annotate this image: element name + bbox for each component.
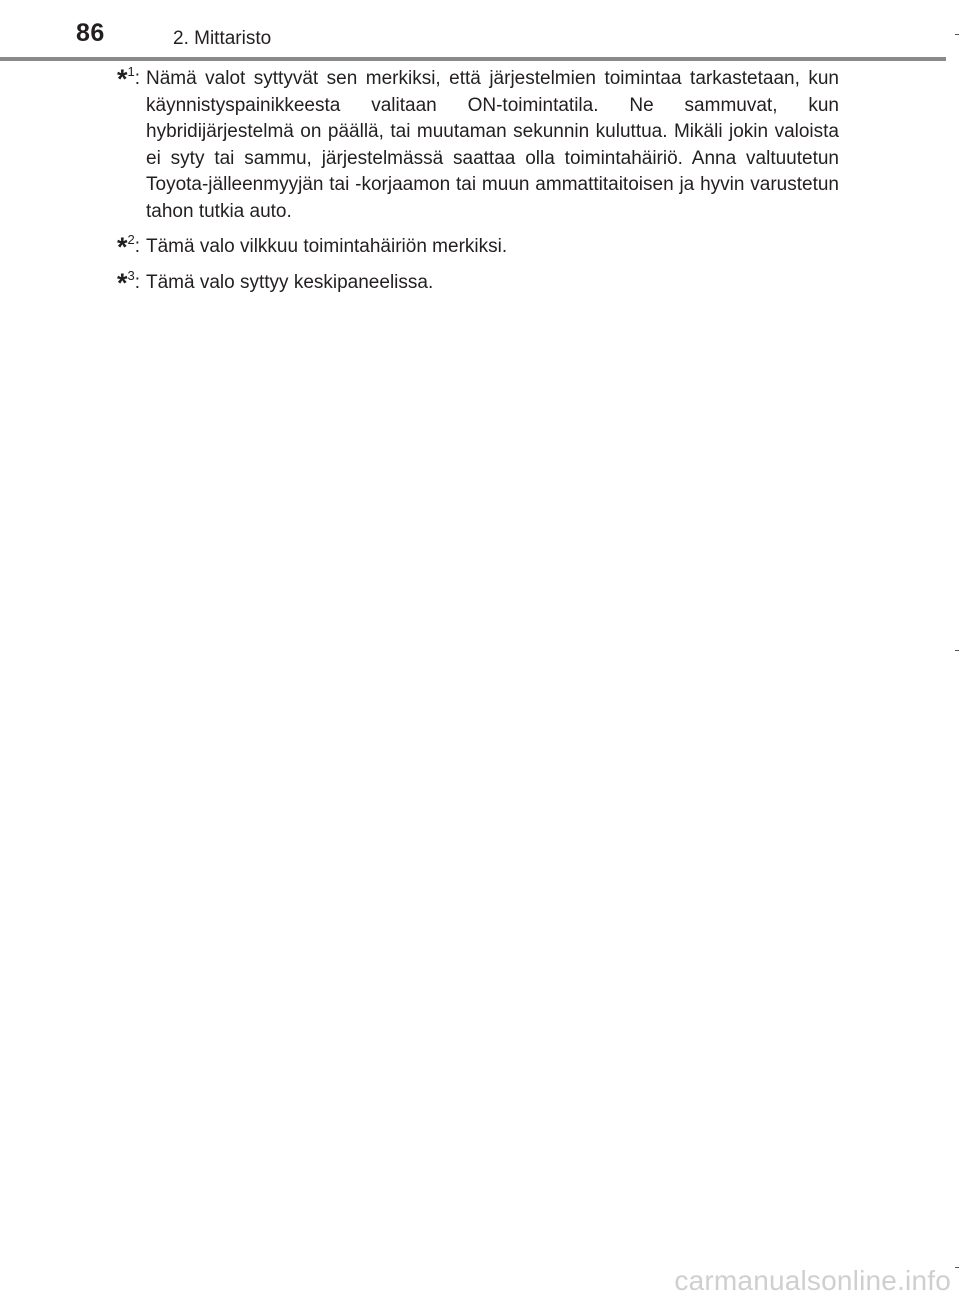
- footnote-colon: :: [134, 236, 141, 257]
- header-divider: [0, 57, 946, 61]
- crop-mark: [955, 650, 959, 651]
- page-number: 86: [76, 19, 105, 47]
- footnote-number: 3: [127, 267, 135, 283]
- watermark-text: carmanualsonline.info: [674, 1265, 951, 1296]
- asterisk-icon: *: [117, 267, 128, 298]
- footnote-colon: :: [134, 271, 141, 293]
- footnote-3: [117, 267, 839, 298]
- crop-mark: [955, 1267, 959, 1268]
- section-title: 2. Mittaristo: [173, 28, 272, 49]
- footnote-colon: :: [134, 68, 141, 89]
- asterisk-icon: *: [117, 64, 128, 94]
- asterisk-icon: *: [117, 232, 128, 262]
- footnote-text: Tämä valo vilkkuu toimintahäiriön merkiksi.: [146, 236, 508, 257]
- footnote-1: [117, 66, 839, 225]
- crop-mark: [955, 34, 959, 35]
- footnote-marker: [117, 66, 147, 94]
- page-header: [0, 0, 960, 62]
- footnote-number: 1: [127, 64, 135, 79]
- footnote-marker: [117, 267, 147, 298]
- footnote-list: [117, 66, 839, 305]
- footnote-text: Nämä valot syttyvät sen merkiksi, että järjestelmien toimintaa tarkastetaan, kun käynnistyspainikkeesta valitaan ON-toimintatila. Ne sammuvat, kun hybridijärjestelmä on päällä, tai muutaman sekunnin kuluttua. Mikäli jokin valoista ei syty tai sammu, järjestelmässä saattaa olla toimintahäiriö. Anna valtuutetun Toyota-jälleenmyyjän tai -korjaamon tai muun ammattitaitoisen ja hyvin varustetun tahon tutkia auto.: [146, 68, 839, 222]
- footnote-marker: [117, 234, 147, 262]
- footnote-2: [117, 234, 839, 261]
- footnote-text: Tämä valo syttyy keskipaneelissa.: [146, 271, 434, 293]
- footnote-number: 2: [127, 232, 135, 247]
